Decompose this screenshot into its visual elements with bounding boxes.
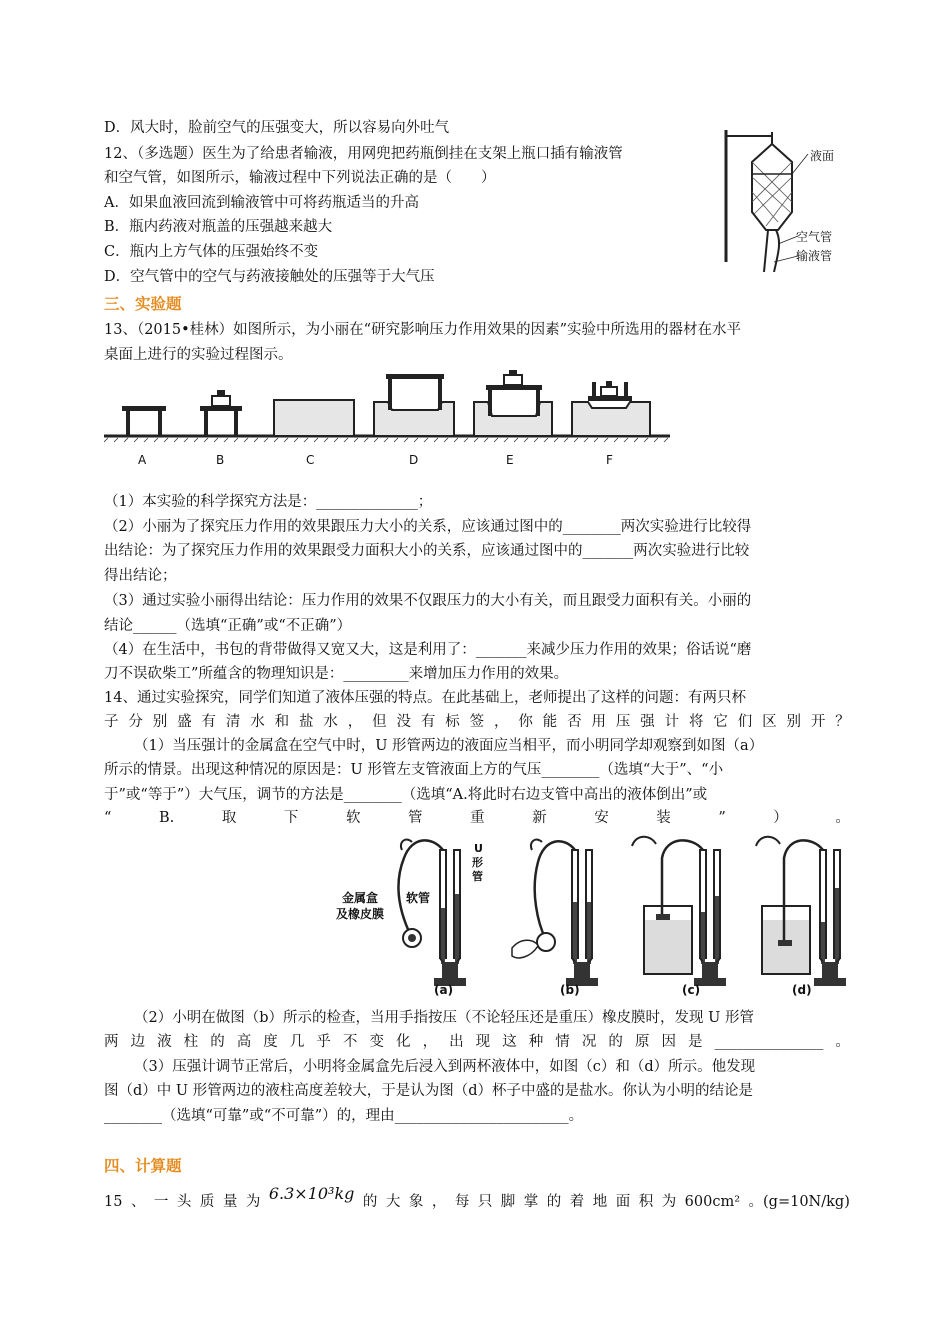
word: 盛 bbox=[177, 714, 192, 730]
fig-label-b: B bbox=[216, 453, 225, 467]
fig-label-b: (b) bbox=[560, 983, 580, 996]
word: 情 bbox=[555, 1034, 570, 1050]
q12-stem-line2: 和空气管，如图所示，输液过程中下列说法正确的是（ ） bbox=[104, 170, 496, 186]
word: 清 bbox=[225, 714, 241, 730]
fig-label-u: U bbox=[474, 842, 483, 855]
word: 、 bbox=[130, 1194, 146, 1210]
word: 只 bbox=[477, 1194, 493, 1210]
word: ， bbox=[347, 714, 363, 730]
word: 液 bbox=[157, 1034, 172, 1050]
fig-label-e: E bbox=[506, 453, 514, 467]
q13-part3-line2: 结论______（选填“正确”或“不正确”） bbox=[104, 618, 352, 634]
area-value: 600cm² bbox=[684, 1194, 741, 1210]
word: 软 bbox=[345, 810, 361, 826]
word: 但 bbox=[372, 714, 387, 730]
mass-formula: 6.3×10³kg bbox=[268, 1184, 355, 1203]
word: 柱 bbox=[183, 1034, 199, 1050]
word: 没 bbox=[396, 714, 411, 730]
word: 化 bbox=[396, 1034, 411, 1050]
q11-option-d: D．风大时，脸前空气的压强变大，所以容易向外吐气 bbox=[104, 120, 450, 136]
q13-part4-line1: （4）在生活中，书包的背带做得又宽又大，这是利用了：_______来减少压力作用的效果；俗话说“磨 bbox=[104, 642, 752, 658]
word: 管 bbox=[408, 810, 423, 826]
word: ， bbox=[422, 1034, 438, 1050]
q14-stem-line2 bbox=[104, 712, 850, 732]
word: 乎 bbox=[316, 1034, 331, 1050]
q14-part3-line3: ________（选填“可靠”或“不可靠”）的，理由________________________。 bbox=[104, 1108, 584, 1124]
word: 开 bbox=[810, 714, 826, 730]
word: 脚 bbox=[500, 1194, 516, 1210]
word: ， bbox=[431, 1194, 447, 1210]
q14-part3-line2: 图（d）中 U 形管两边的液柱高度差较大，于是认为图（d）杯子中盛的是盐水。你认为小明的结论是 bbox=[104, 1083, 753, 1099]
fig-label-metal-box: 金属盒 bbox=[342, 891, 379, 905]
word: 计 bbox=[664, 714, 680, 730]
q13-part1: （1）本实验的科学探究方法是：______________； bbox=[104, 494, 433, 510]
word: 压 bbox=[615, 714, 631, 730]
word: 掌 bbox=[523, 1194, 539, 1210]
q14-part1-line3: 于”或“等于”）大气压，调节的方法是________（选填“A.将此时右边支管中高出的液体倒出”或 bbox=[104, 787, 708, 803]
word: 质 bbox=[199, 1194, 215, 1210]
word: ） bbox=[773, 810, 788, 826]
word: 安 bbox=[594, 810, 609, 826]
word: 区 bbox=[762, 714, 777, 730]
word: 大 bbox=[385, 1194, 401, 1210]
word: 头 bbox=[176, 1194, 192, 1210]
word: 将 bbox=[689, 714, 704, 730]
word: 们 bbox=[737, 714, 753, 730]
word: 度 bbox=[263, 1034, 278, 1050]
word: 取 bbox=[221, 810, 237, 826]
fig-label-liquid-surface: 液面 bbox=[810, 149, 835, 163]
word: 两 bbox=[104, 1034, 119, 1050]
word: 况 bbox=[581, 1034, 597, 1050]
word: 的 bbox=[608, 1034, 623, 1050]
word: 有 bbox=[201, 714, 216, 730]
word: 你 bbox=[518, 714, 533, 730]
word: 象 bbox=[408, 1194, 424, 1210]
word: 装 bbox=[656, 810, 671, 826]
word: ， bbox=[494, 714, 509, 730]
section-title-experiment: 三、实验题 bbox=[104, 295, 182, 313]
word: 新 bbox=[532, 810, 547, 826]
q15-stem bbox=[104, 1184, 850, 1212]
word: 着 bbox=[569, 1194, 585, 1210]
question-number: 15 bbox=[104, 1194, 123, 1210]
word: 否 bbox=[567, 714, 582, 730]
word: 现 bbox=[475, 1034, 491, 1050]
word: 分 bbox=[128, 714, 143, 730]
word: 几 bbox=[289, 1034, 305, 1050]
q14-part2-line2 bbox=[104, 1032, 850, 1052]
q14-part2-line1: （2）小明在做图（b）所示的检查，当用手指按压（不论轻压还是重压）橡皮膜时，发现 U 形管 bbox=[134, 1010, 754, 1026]
word: 为 bbox=[661, 1194, 677, 1210]
word: 下 bbox=[283, 810, 299, 826]
fig-label-xing: 形 bbox=[472, 856, 483, 869]
word: 是 bbox=[688, 1034, 703, 1050]
word: 种 bbox=[528, 1034, 544, 1050]
q13-part2-line1: （2）小丽为了探究压力作用的效果跟压力大小的关系，应该通过图中的________两次实验进行比较得 bbox=[104, 519, 752, 535]
word: ” bbox=[718, 810, 726, 826]
q13-stem-line2: 桌面上进行的实验过程图示。 bbox=[104, 347, 293, 363]
q12-option-a: A．如果血液回流到输液管中可将药瓶适当的升高 bbox=[104, 195, 419, 211]
fig-label-membrane: 及橡皮膜 bbox=[336, 907, 385, 921]
word: 高 bbox=[236, 1034, 252, 1050]
word: 因 bbox=[661, 1034, 676, 1050]
fig-label-f: F bbox=[606, 453, 613, 467]
q13-part3-line1: （3）通过实验小丽得出结论：压力作用的效果不仅跟压力的大小有关，而且跟受力面积有关。小丽的 bbox=[104, 593, 752, 609]
word: 有 bbox=[420, 714, 436, 730]
fig-label-c: C bbox=[306, 453, 315, 467]
word: 每 bbox=[454, 1194, 470, 1210]
q12-option-c: C．瓶内上方气体的压强始终不变 bbox=[104, 244, 319, 260]
fig-label-c: (c) bbox=[682, 983, 701, 996]
word: 和 bbox=[274, 714, 290, 730]
fig-label-infusion-tube: 输液管 bbox=[796, 249, 833, 263]
fig-label-guan: 管 bbox=[472, 870, 483, 883]
q12-option-d: D．空气管中的空气与药液接触处的压强等于大气压 bbox=[104, 269, 435, 285]
manometer-figure bbox=[332, 828, 852, 996]
pressure-experiment-figure bbox=[104, 370, 672, 474]
word: 的 bbox=[546, 1194, 562, 1210]
section-title-calculation: 四、计算题 bbox=[104, 1157, 182, 1175]
answer-blank: _______________ bbox=[714, 1034, 824, 1050]
word: 一 bbox=[153, 1194, 169, 1210]
q14-part1-line4 bbox=[104, 808, 850, 828]
word: 子 bbox=[104, 714, 119, 730]
word: 出 bbox=[449, 1034, 464, 1050]
fig-label-soft-tube: 软管 bbox=[406, 891, 431, 905]
q12-stem-line1: 12、（多选题）医生为了给患者输液，用网兜把药瓶倒挂在支架上瓶口插有输液管 bbox=[104, 146, 623, 162]
word: 强 bbox=[640, 714, 655, 730]
word: 为 bbox=[245, 1194, 261, 1210]
word: “ bbox=[104, 810, 112, 826]
word: B. bbox=[158, 810, 175, 826]
q14-part3-line1: （3）压强计调节正常后，小明将金属盒先后浸入到两杯液体中，如图（c）和（d）所示。他发现 bbox=[134, 1059, 756, 1075]
fig-label-d: D bbox=[409, 453, 419, 467]
word: 面 bbox=[615, 1194, 631, 1210]
q14-part1-line2: 所示的情景。出现这种情况的原因是：U 形管左支管液面上方的气压________（选填“大于”、“小 bbox=[104, 762, 724, 778]
word: 的 bbox=[210, 1034, 225, 1050]
q14-part1-line1: （1）当压强计的金属盒在空气中时，U 形管两边的液面应当相平，而小明同学却观察到如图（a） bbox=[134, 738, 764, 754]
word: 原 bbox=[634, 1034, 650, 1050]
word: 重 bbox=[470, 810, 485, 826]
word: 积 bbox=[638, 1194, 654, 1210]
word: 不 bbox=[342, 1034, 358, 1050]
word: 。(g=10N/kg) bbox=[748, 1194, 850, 1210]
word: 地 bbox=[592, 1194, 608, 1210]
word: 水 bbox=[250, 714, 265, 730]
word: ？ bbox=[835, 714, 850, 730]
word: 签 bbox=[469, 714, 485, 730]
word: 标 bbox=[445, 714, 460, 730]
word: 这 bbox=[502, 1034, 517, 1050]
word: 用 bbox=[591, 714, 606, 730]
word: 能 bbox=[542, 714, 558, 730]
q14-stem-line1: 14、通过实验探究，同学们知道了液体压强的特点。在此基础上，老师提出了这样的问题：有两只杯 bbox=[104, 690, 746, 706]
q13-part2-line2: 出结论：为了探究压力作用的效果跟受力面积大小的关系，应该通过图中的_______两次实验进行比较 bbox=[104, 543, 750, 559]
word: 别 bbox=[152, 714, 168, 730]
fig-label-a: A bbox=[138, 453, 147, 467]
word: 变 bbox=[369, 1034, 384, 1050]
word: 别 bbox=[786, 714, 801, 730]
word: 它 bbox=[713, 714, 728, 730]
word: 水 bbox=[323, 714, 338, 730]
q13-stem-line1: 13、（2015•桂林）如图所示，为小丽在“研究影响压力作用效果的因素”实验中所选用的器材在水平 bbox=[104, 322, 741, 338]
word: 。 bbox=[835, 810, 850, 826]
q12-option-b: B．瓶内药液对瓶盖的压强越来越大 bbox=[104, 219, 333, 235]
word: 边 bbox=[130, 1034, 146, 1050]
word: 。 bbox=[835, 1034, 850, 1050]
q13-part2-line3: 得出结论； bbox=[104, 568, 177, 584]
word: 的 bbox=[362, 1194, 378, 1210]
infusion-bottle-figure bbox=[712, 122, 852, 272]
word: 量 bbox=[222, 1194, 238, 1210]
fig-label-a: (a) bbox=[434, 983, 454, 996]
word: 盐 bbox=[299, 714, 314, 730]
fig-label-air-tube: 空气管 bbox=[796, 230, 833, 244]
q13-part4-line2: 刀不误砍柴工”所蕴含的物理知识是：_________来增加压力作用的效果。 bbox=[104, 666, 569, 682]
fig-label-d: (d) bbox=[792, 983, 812, 996]
